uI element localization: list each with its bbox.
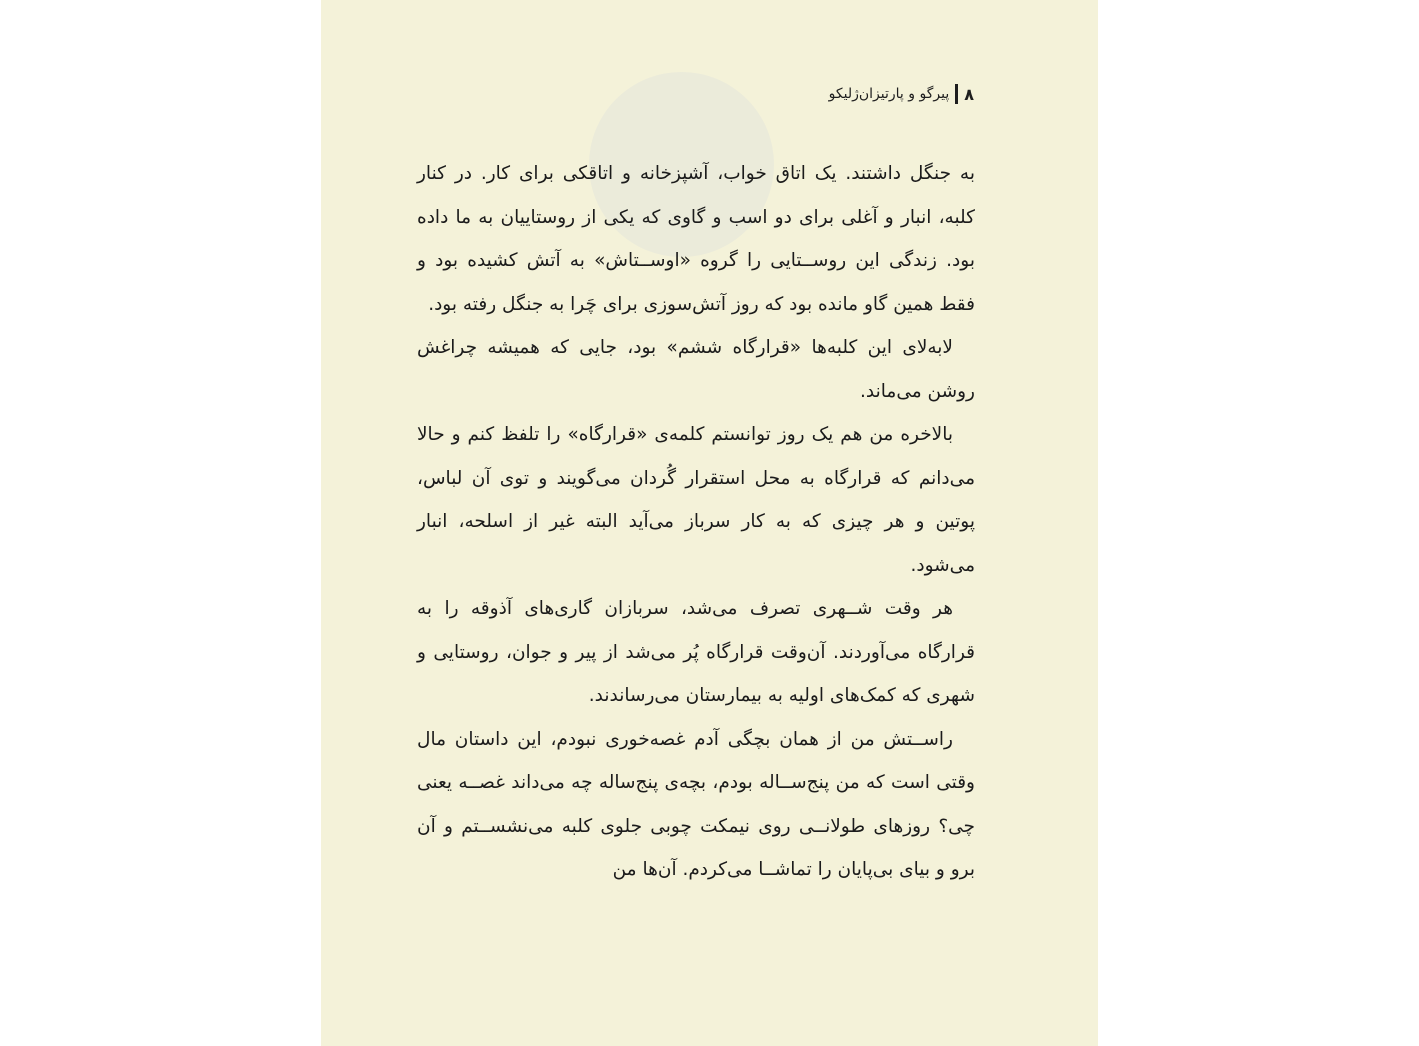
paragraph-5: راســتش من از همان بچگی آدم غصه‌خوری نبودم، این داستان مال وقتی است که من پنج‌ســاله بودم، بچه‌ی پنج‌ساله چه می‌داند غصــه یعنی چی؟ روزهای طولانــی روی نیمکت چوبی جلوی کلبه می‌نشســتم و آن برو و بیای بی‌پایان را تماشــا می‌کردم. آن‌ها من [417, 728, 975, 880]
paragraph-2: لابه‌لای این کلبه‌ها «قرارگاه ششم» بود، جایی که همیشه چراغش روشن می‌ماند. [417, 337, 975, 402]
running-header [829, 84, 974, 104]
book-page [321, 0, 1098, 1046]
page-number: ۸ [964, 84, 974, 104]
book-title: پیرگو و پارتیزان‌ژلیکو [828, 86, 950, 102]
paragraph-3: بالاخره من هم یک روز توانستم کلمه‌ی «قرارگاه» را تلفظ کنم و حالا می‌دانم که قرارگاه به محل استقرار گُردان می‌گویند و توی آن لباس، پوتین و هر چیزی که به کار سرباز می‌آید البته غیر از اسلحه، انبار می‌شود. [417, 424, 975, 576]
header-divider-bar [955, 84, 958, 104]
paragraph-1: به جنگل داشتند. یک اتاق خواب، آشپزخانه و اتاقکی برای کار. در کنار کلبه، انبار و آغلی برای دو اسب و گاوی که یکی از روستاییان به ما داده بود. زندگی این روســتایی را گروه «اوســتاش» به آتش کشیده بود و فقط همین گاو مانده بود که روز آتش‌سوزی برای چَرا به جنگل رفته بود. [417, 163, 975, 315]
paragraph-4: هر وقت شــهری تصرف می‌شد، سربازان گاری‌های آذوقه را به قرارگاه می‌آوردند. آن‌وقت قرارگاه پُر می‌شد از پیر و جوان، روستایی و شهری که کمک‌های اولیه به بیمارستان می‌رساندند. [417, 598, 975, 706]
body-text [417, 152, 975, 892]
